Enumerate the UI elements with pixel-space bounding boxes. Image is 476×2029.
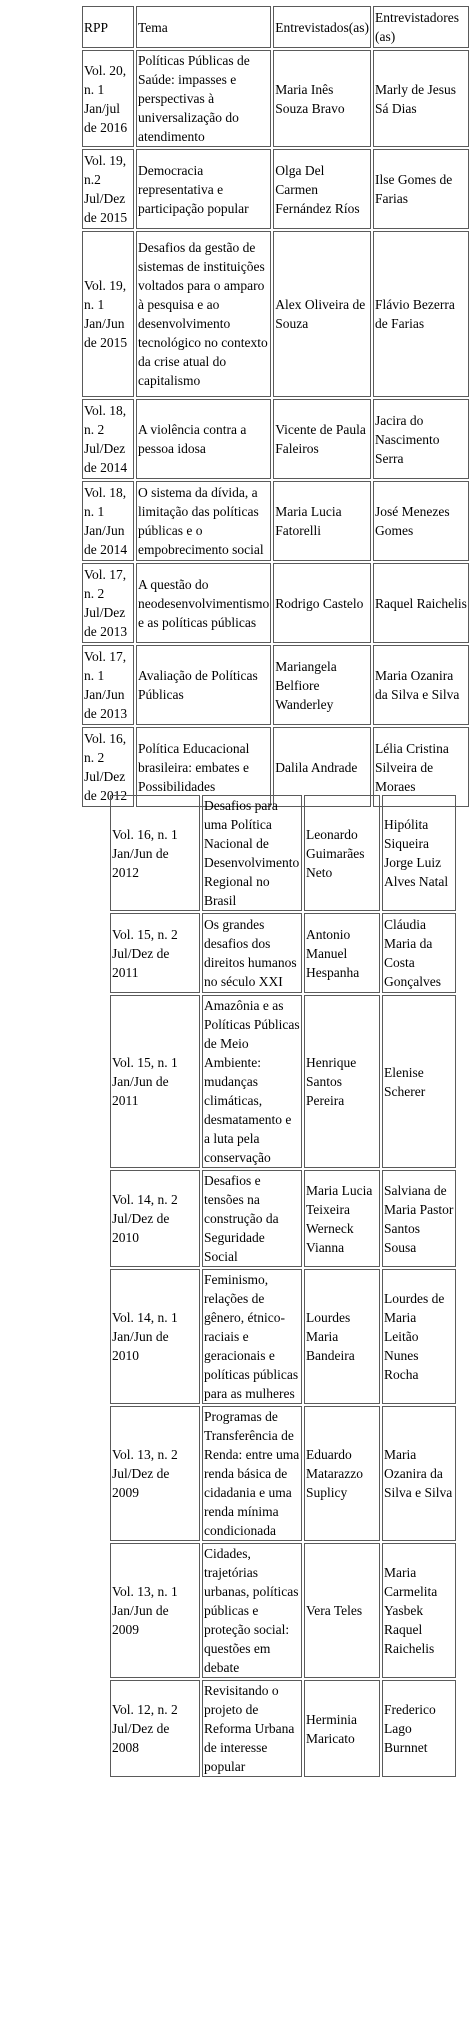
cell-entrevistadores: Hipólita Siqueira Jorge Luiz Alves Natal	[382, 795, 456, 911]
interviews-table-recent	[80, 4, 471, 809]
cell-entrevistadores: Marly de Jesus Sá Dias	[373, 50, 469, 147]
cell-tema: Amazônia e as Políticas Públicas de Meio Ambiente: mudanças climáticas, desmatamento e a luta pela conservação	[202, 995, 302, 1168]
cell-rpp: Vol. 15, n. 1 Jan/Jun de 2011	[110, 995, 200, 1168]
table-row	[110, 795, 456, 911]
table-header-row	[82, 6, 469, 48]
header-entrevistados: Entrevistados(as)	[273, 6, 371, 48]
cell-entrevistadores: José Menezes Gomes	[373, 481, 469, 561]
cell-entrevistados: Mariangela Belfiore Wanderley	[273, 645, 371, 725]
table-row	[82, 481, 469, 561]
cell-tema: A violência contra a pessoa idosa	[136, 399, 271, 479]
cell-entrevistados: Maria Inês Souza Bravo	[273, 50, 371, 147]
table-row	[82, 231, 469, 397]
cell-entrevistados: Lourdes Maria Bandeira	[304, 1269, 380, 1404]
cell-tema: Os grandes desafios dos direitos humanos no século XXI	[202, 913, 302, 993]
cell-entrevistadores: Cláudia Maria da Costa Gonçalves	[382, 913, 456, 993]
table-row	[110, 1406, 456, 1541]
cell-entrevistadores: Lourdes de Maria Leitão Nunes Rocha	[382, 1269, 456, 1404]
table-row	[82, 645, 469, 725]
cell-rpp: Vol. 17, n. 1 Jan/Jun de 2013	[82, 645, 134, 725]
cell-tema: Políticas Públicas de Saúde: impasses e perspectivas à universalização do atendimento	[136, 50, 271, 147]
cell-rpp: Vol. 13, n. 2 Jul/Dez de 2009	[110, 1406, 200, 1541]
header-tema: Tema	[136, 6, 271, 48]
cell-rpp: Vol. 17, n. 2 Jul/Dez de 2013	[82, 563, 134, 643]
cell-entrevistados: Maria Lucia Teixeira Werneck Vianna	[304, 1170, 380, 1267]
cell-tema: Desafios para uma Política Nacional de Desenvolvimento Regional no Brasil	[202, 795, 302, 911]
cell-rpp: Vol. 18, n. 1 Jan/Jun de 2014	[82, 481, 134, 561]
cell-rpp: Vol. 19, n. 1 Jan/Jun de 2015	[82, 231, 134, 397]
cell-entrevistados: Alex Oliveira de Souza	[273, 231, 371, 397]
cell-rpp: Vol. 12, n. 2 Jul/Dez de 2008	[110, 1680, 200, 1777]
table-row	[110, 913, 456, 993]
table-row	[82, 149, 469, 229]
cell-tema: Feminismo, relações de gênero, étnico-raciais e geracionais e políticas públicas para as mulheres	[202, 1269, 302, 1404]
cell-entrevistados: Maria Lucia Fatorelli	[273, 481, 371, 561]
table-row	[110, 1680, 456, 1777]
cell-entrevistadores: Frederico Lago Burnnet	[382, 1680, 456, 1777]
cell-tema: Democracia representativa e participação popular	[136, 149, 271, 229]
cell-rpp: Vol. 16, n. 2 Jul/Dez de 2012	[82, 727, 134, 807]
cell-entrevistadores: Ilse Gomes de Farias	[373, 149, 469, 229]
cell-entrevistadores: Maria Ozanira da Silva e Silva	[382, 1406, 456, 1541]
cell-entrevistadores: Elenise Scherer	[382, 995, 456, 1168]
cell-entrevistados: Henrique Santos Pereira	[304, 995, 380, 1168]
table-row	[82, 50, 469, 147]
header-entrevistadores: Entrevistadores (as)	[373, 6, 469, 48]
cell-entrevistadores: Lélia Cristina Silveira de Moraes	[373, 727, 469, 807]
cell-tema: Avaliação de Políticas Públicas	[136, 645, 271, 725]
cell-entrevistadores: Maria Ozanira da Silva e Silva	[373, 645, 469, 725]
cell-tema: Desafios e tensões na construção da Seguridade Social	[202, 1170, 302, 1267]
cell-rpp: Vol. 18, n. 2 Jul/Dez de 2014	[82, 399, 134, 479]
cell-entrevistados: Leonardo Guimarães Neto	[304, 795, 380, 911]
cell-entrevistadores: Jacira do Nascimento Serra	[373, 399, 469, 479]
cell-entrevistados: Rodrigo Castelo	[273, 563, 371, 643]
cell-rpp: Vol. 13, n. 1 Jan/Jun de 2009	[110, 1543, 200, 1678]
cell-entrevistados: Dalila Andrade	[273, 727, 371, 807]
interviews-table-older	[108, 793, 458, 1779]
cell-entrevistados: Vera Teles	[304, 1543, 380, 1678]
cell-entrevistados: Herminia Maricato	[304, 1680, 380, 1777]
table-row	[82, 399, 469, 479]
cell-rpp: Vol. 14, n. 2 Jul/Dez de 2010	[110, 1170, 200, 1267]
cell-tema: Revisitando o projeto de Reforma Urbana de interesse popular	[202, 1680, 302, 1777]
cell-entrevistadores: Maria Carmelita Yasbek Raquel Raichelis	[382, 1543, 456, 1678]
cell-rpp: Vol. 20, n. 1 Jan/jul de 2016	[82, 50, 134, 147]
cell-tema: Programas de Transferência de Renda: entre uma renda básica de cidadania e uma renda mínima condicionada	[202, 1406, 302, 1541]
table-row	[110, 995, 456, 1168]
table-row	[82, 563, 469, 643]
cell-entrevistados: Eduardo Matarazzo Suplicy	[304, 1406, 380, 1541]
cell-entrevistadores: Flávio Bezerra de Farias	[373, 231, 469, 397]
cell-rpp: Vol. 19, n.2 Jul/Dez de 2015	[82, 149, 134, 229]
header-rpp: RPP	[82, 6, 134, 48]
cell-entrevistadores: Salviana de Maria Pastor Santos Sousa	[382, 1170, 456, 1267]
cell-entrevistados: Vicente de Paula Faleiros	[273, 399, 371, 479]
cell-tema: Desafios da gestão de sistemas de instituições voltados para o amparo à pesquisa e ao desenvolvimento tecnológico no contexto da crise atual do capitalismo	[136, 231, 271, 397]
table-row	[110, 1170, 456, 1267]
cell-tema: Cidades, trajetórias urbanas, políticas públicas e proteção social: questões em debate	[202, 1543, 302, 1678]
cell-entrevistadores: Raquel Raichelis	[373, 563, 469, 643]
cell-tema: O sistema da dívida, a limitação das políticas públicas e o empobrecimento social	[136, 481, 271, 561]
cell-rpp: Vol. 15, n. 2 Jul/Dez de 2011	[110, 913, 200, 993]
cell-entrevistados: Olga Del Carmen Fernández Ríos	[273, 149, 371, 229]
cell-tema: Política Educacional brasileira: embates e Possibilidades	[136, 727, 271, 807]
table-row	[110, 1543, 456, 1678]
cell-rpp: Vol. 14, n. 1 Jan/Jun de 2010	[110, 1269, 200, 1404]
cell-tema: A questão do neodesenvolvimentismo e as políticas públicas	[136, 563, 271, 643]
cell-rpp: Vol. 16, n. 1 Jan/Jun de 2012	[110, 795, 200, 911]
table-row	[110, 1269, 456, 1404]
cell-entrevistados: Antonio Manuel Hespanha	[304, 913, 380, 993]
